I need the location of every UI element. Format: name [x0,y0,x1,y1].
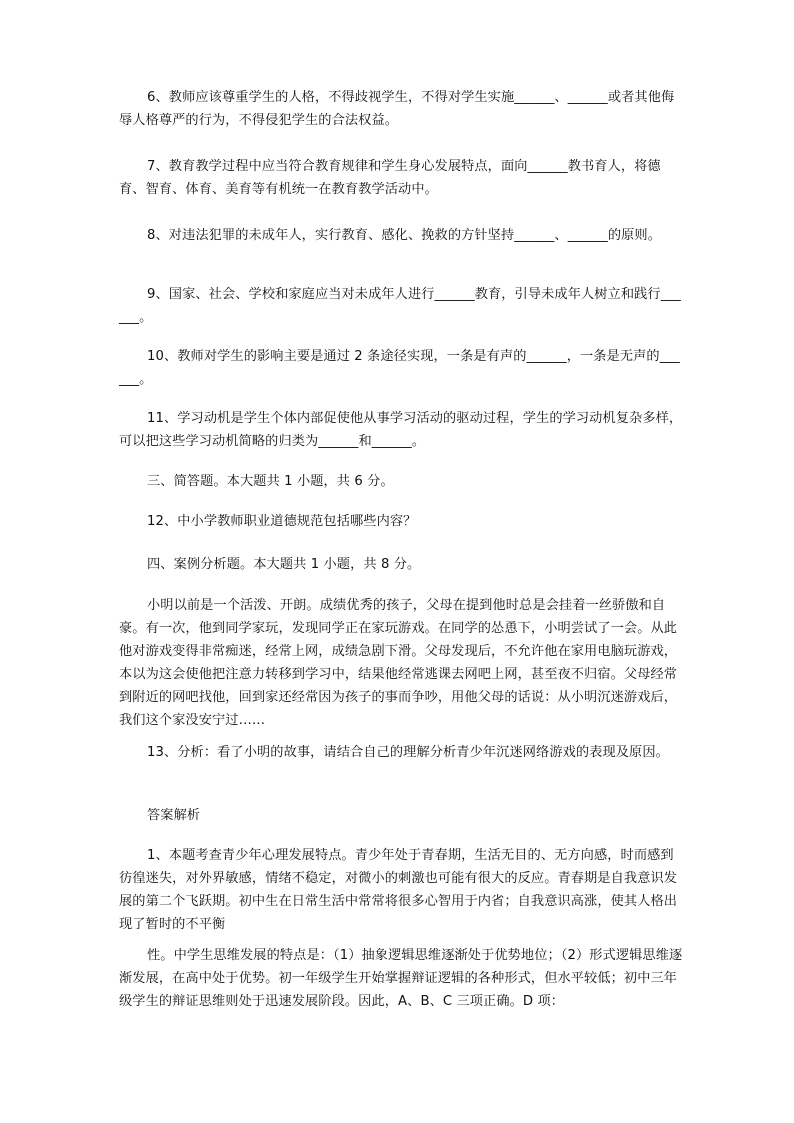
question-13: 13、分析：看了小明的故事，请结合自己的理解分析青少年沉迷网络游戏的表现及原因。 [147,745,669,760]
answer-1-part1: 1、本题考查青少年心理发展特点。青少年处于青春期，生活无目的、无方向感，时而感到彷徨迷失，对外界敏感，情绪不稳定，对微小的刺激也可能有很大的反应。青春期是自我意识发展的第二个飞跃期。初中生在日常生活中常常将很多心智用于内省；自我意识高涨，使其人格出现了暂时的不平衡 [119,848,678,932]
answer-1-part2: 性。中学生思维发展的特点是：（1）抽象逻辑思维逐渐处于优势地位；（2）形式逻辑思维逐渐发展，在高中处于优势。初一年级学生开始掌握辩证逻辑的各种形式，但水平较低；初中三年级学生的辩证思维则处于迅速发展阶段。因此，A、B、C 三项正确。D 项： [119,948,683,1009]
question-8: 8、对违法犯罪的未成年人，实行教育、感化、挽救的方针坚持______、______的原则。 [147,228,662,243]
question-10: 10、教师对学生的影响主要是通过 2 条途径实现，一条是有声的______，一条是无声的______。 [119,349,680,387]
section-heading-case-analysis: 四、案例分析题。本大题共 1 小题，共 8 分。 [147,557,421,572]
case-passage: 小明以前是一个活泼、开朗。成绩优秀的孩子，父母在提到他时总是会挂着一丝骄傲和自豪。有一次，他到同学家玩，发现同学正在家玩游戏。在同学的怂恿下，小明尝试了一会。从此他对游戏变得非常痴迷，经常上网，成绩急剧下滑。父母发现后，不允许他在家用电脑玩游戏，本以为这会使他把注意力转移到学习中，结果他经常逃课去网吧上网，甚至夜不归宿。父母经常到附近的网吧找他，回到家还经常因为孩子的事而争吵，用他父母的话说：从小明沉迷游戏后，我们这个家没安宁过…… [119,598,678,728]
answer-heading: 答案解析 [147,808,201,823]
question-7: 7、教育教学过程中应当符合教育规律和学生身心发展特点，面向______教书育人，将德育、智育、体育、美育等有机统一在教育教学活动中。 [119,159,661,197]
question-11: 11、学习动机是学生个体内部促使他从事学习活动的驱动过程，学生的学习动机复杂多样，可以把这些学习动机简略的归类为______和______。 [119,411,683,449]
question-6: 6、教师应该尊重学生的人格，不得歧视学生，不得对学生实施______、______或者其他侮辱人格尊严的行为，不得侵犯学生的合法权益。 [119,90,675,128]
question-12: 12、中小学教师职业道德规范包括哪些内容？ [147,514,417,529]
question-9: 9、国家、社会、学校和家庭应当对未成年人进行______教育，引导未成年人树立和践行______。 [119,287,681,325]
section-heading-short-answer: 三、简答题。本大题共 1 小题，共 6 分。 [147,474,394,489]
